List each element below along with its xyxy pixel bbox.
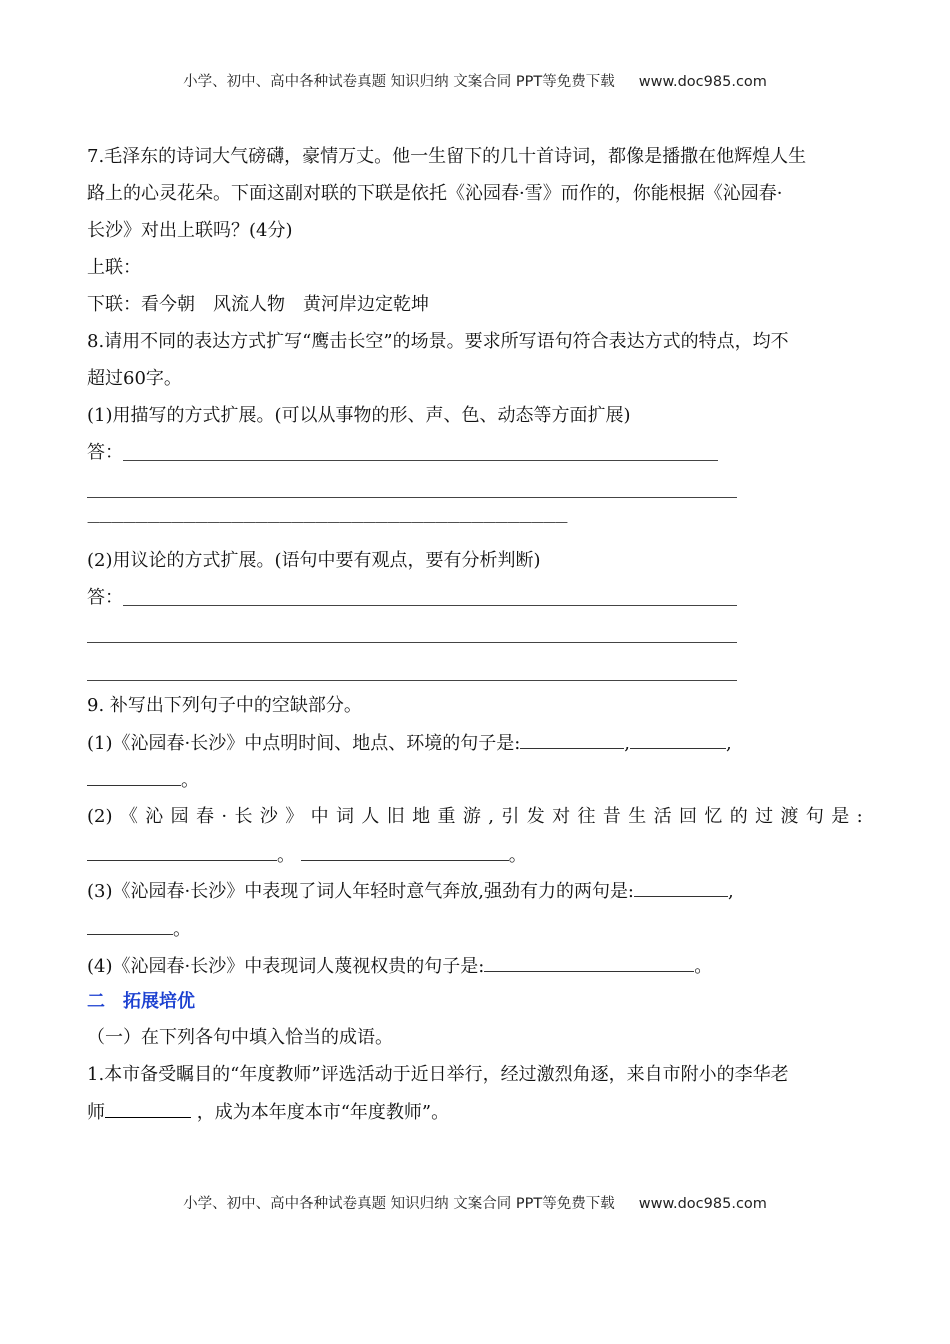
q9-s2-char: 对 [552, 806, 571, 827]
q9-s2-char: 词 [335, 806, 354, 827]
period: 。 [277, 845, 295, 866]
q9-s2-char: 过 [755, 806, 774, 827]
q9-s2-char: 园 [170, 806, 189, 827]
period: 。 [694, 956, 713, 977]
q9-s2-char: 旧 [386, 806, 405, 827]
q8-part1: (1)用描写的方式扩展。(可以从事物的形、声、色、动态等方面扩展) [87, 405, 631, 426]
q9-s2-char: 昔 [602, 806, 621, 827]
q8-part2: (2)用议论的方式扩展。(语句中要有观点，要有分析判断) [87, 550, 541, 571]
comma: , [726, 733, 732, 754]
q9-s2-char: 往 [577, 806, 596, 827]
header-text: 小学、初中、高中各种试卷真题 知识归纳 文案合同 PPT等免费下载 [183, 74, 615, 90]
q9-s2-char: 引 [501, 806, 520, 827]
q9-s2-char: 地 [412, 806, 431, 827]
q9-s3-text: (3)《沁园春·长沙》中表现了词人年轻时意气奔放,强劲有力的两句是: [87, 881, 635, 902]
fill-blank[interactable] [87, 844, 277, 861]
q7-line3: 长沙》对出上联吗？(4分) [87, 220, 293, 241]
q9-s3-cont [87, 918, 191, 941]
footer-url: www.doc985.com [638, 1196, 767, 1212]
q9-s2-char: 人 [361, 806, 380, 827]
q9-s2-char: 回 [678, 806, 697, 827]
section-2-sub1: （一）在下列各句中填入恰当的成语。 [87, 1027, 393, 1048]
q9-s2-char: 句 [805, 806, 824, 827]
comma: , [624, 733, 631, 754]
page-header [0, 70, 950, 91]
answer-line [123, 605, 737, 606]
q9-s1 [87, 732, 732, 755]
q7-line2: 路上的心灵花朵。下面这副对联的下联是依托《沁园春·雪》而作的，你能根据《沁园春· [87, 183, 783, 204]
q9-s2-char: 重 [437, 806, 456, 827]
fill-blank[interactable] [484, 955, 694, 972]
q9-s2-char: 游 [462, 806, 481, 827]
q9-s2-char: 》 [285, 806, 304, 827]
q9-s2-char: 春 [196, 806, 214, 827]
q9-s2-char: 的 [729, 806, 748, 827]
period: 。 [173, 919, 191, 940]
footer-text: 小学、初中、高中各种试卷真题 知识归纳 文案合同 PPT等免费下载 [183, 1196, 615, 1212]
fill-blank[interactable] [520, 732, 624, 749]
fill-blank[interactable] [301, 844, 509, 861]
fill-blank[interactable] [630, 732, 726, 749]
section-2-title: 二 拓展培优 [87, 991, 195, 1012]
q9-s2-char: 中 [310, 806, 329, 827]
fill-blank[interactable] [634, 880, 728, 897]
q7-lower-couplet: 下联：看今朝 风流人物 黄河岸边定乾坤 [87, 294, 429, 315]
q9-s1-cont [87, 769, 199, 792]
q9-s2-char: 活 [653, 806, 672, 827]
q9-s2-char: 《 [119, 806, 138, 827]
answer-line [123, 460, 718, 461]
q9-s2-char: : [856, 806, 863, 827]
q9-s4-text: (4)《沁园春·长沙》中表现词人蔑视权贵的句子是: [87, 956, 485, 977]
q9-s2-char: , [488, 806, 494, 827]
s2-q1-suffix: ，成为本年度本市“年度教师”。 [196, 1102, 450, 1123]
s2-q1-line2 [87, 1101, 449, 1124]
answer-dash-line: ———————————————————————————————————————— [87, 515, 567, 530]
answer-line [87, 642, 737, 643]
period: 。 [181, 770, 199, 791]
q7-line1: 7.毛泽东的诗词大气磅礴，豪情万丈。他一生留下的几十首诗词，都像是播撒在他辉煌人生 [87, 146, 807, 167]
page-footer [0, 1192, 950, 1213]
q9-s2-char: 沁 [145, 806, 164, 827]
s2-q1-prefix: 师 [87, 1102, 105, 1123]
comma: , [728, 881, 734, 902]
fill-blank[interactable] [87, 918, 173, 935]
q8-answer2-label: 答： [87, 587, 123, 608]
answer-line [87, 680, 737, 681]
q9-s2-char: (2) [87, 806, 113, 827]
fill-blank[interactable] [87, 769, 181, 786]
q9-s2-char: 是 [831, 806, 850, 827]
fill-blank[interactable] [105, 1101, 191, 1118]
q9-s3 [87, 880, 734, 903]
q9-s2-char: 发 [526, 806, 545, 827]
answer-line [87, 497, 737, 498]
q9-s2-char: 生 [628, 806, 647, 827]
header-url: www.doc985.com [638, 74, 767, 90]
q9-s2-char: · [221, 806, 228, 827]
q8-line1: 8.请用不同的表达方式扩写“鹰击长空”的场景。要求所写语句符合表达方式的特点，均不 [87, 331, 789, 352]
q9-s1-text: (1)《沁园春·长沙》中点明时间、地点、环境的句子是: [87, 733, 521, 754]
q9-s2-cont [87, 844, 527, 867]
q7-upper-couplet: 上联： [87, 257, 141, 278]
q8-line2: 超过60字。 [87, 368, 182, 389]
period: 。 [508, 845, 527, 866]
q9-title: 9. 补写出下列句子中的空缺部分。 [87, 695, 362, 716]
q8-answer1-label: 答： [87, 442, 123, 463]
q9-s2-char: 忆 [704, 806, 723, 827]
q9-s2-char: 渡 [780, 806, 799, 827]
q9-s2-char: 沙 [259, 806, 278, 827]
s2-q1-line1: 1.本市备受瞩目的“年度教师”评选活动于近日举行，经过激烈角逐，来自市附小的李华老 [87, 1064, 789, 1085]
q9-s4 [87, 955, 712, 978]
q9-s2-char: 长 [234, 806, 253, 827]
q9-s2 [87, 806, 863, 828]
